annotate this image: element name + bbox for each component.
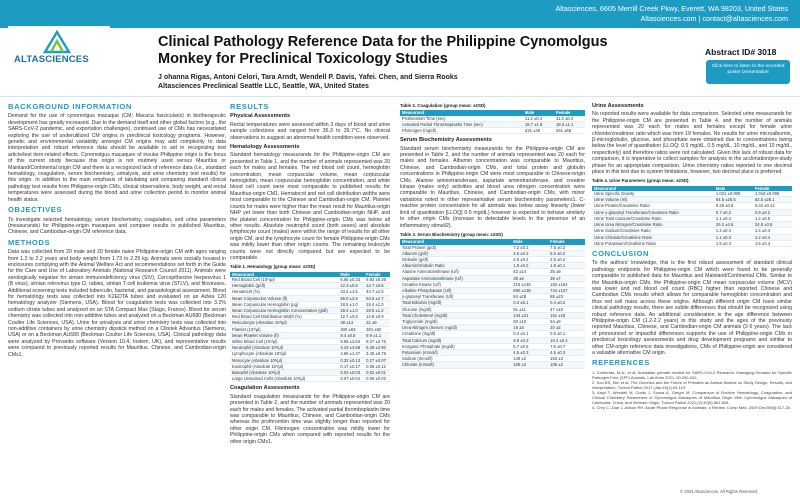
female-value-cell: 47 ±10 (548, 306, 585, 312)
female-value-cell: 19.3 ±1.1 (554, 121, 585, 127)
methods-text: Data was collected from 20 male and 20 female naive Philippine-origin CM with ages ranging from 1.2 to 2.2 years and body weight from 1.73 to 2.25 kg. Animals were socially housed in enclosures complying with the Animal Welfare Act and recommendations set forth in the Guide for the Care and Use of Laboratory Animals (National Research Council 2011). Animals were serologically negative for simian immunodeficiency virus (SIV), Cercopithecine herpesvirus 1 (B virus), simian retrovirus type D, rabies, simian T-cell leukemia virus (STLV), and filoviruses. Additional screening tests included tuberculin, bacterial, and parasitological assessment. Blood for hematology tests was collected into K2EDTA tubes and evaluated on an Advia 120 hematology analyzer (Siemens, USA). Blood for coagulation tests was collected into 3.2% sodium citrate tubes and analyzed on an STA Compact Max (Stago, France). Blood for serum chemistry was collected into non-additive tubes and analyzed on a Beckman AU680 (Beckman Coulter Life Sciences, USA). Urine for urinalysis and urine chemistry tests was collected into non-additive containers by urine chemistry dipstick method on a Clinitek Advantus (Siemens, USA) or on a Beckman AU680 (Beckman Coulter Life Sciences, USA). Clinical pathology data were analyzed by Provantis software (Version 10.4, Instem, UK), and representative results were compared to previously reported results for Mauritius, Chinese, and Cambodian-origin CMs1. (8, 249, 226, 358)
measurand-cell: Hematocrit (%) (230, 289, 338, 295)
male-value-cell: 1.8 ±0.2 (511, 263, 548, 269)
measurand-cell: Total Calcium (mg/dl) (400, 337, 511, 343)
measurand-cell: Urea Nitrogen (Serum; mg/dl) (400, 325, 511, 331)
col-header: Male (714, 186, 753, 191)
measurand-cell: Reticulocyte (Absolute 10³/µl) (230, 320, 338, 326)
column-3 (400, 100, 585, 369)
male-value-cell: 18.5 ±1.0 (338, 301, 364, 307)
male-value-cell: 216 ±140 (511, 281, 548, 287)
female-value-cell: 231 ±56 (554, 128, 585, 134)
male-value-cell: 43.2 ±1.5 (338, 289, 364, 295)
measurand-cell: Urine Urea Nitrogen/Creatinine Ratio (592, 222, 714, 228)
table-3-caption: Table 3. Serum Biochemistry (group mean: ±2SD) (400, 231, 503, 237)
table-row (400, 128, 585, 134)
female-value-cell: 1.2 ±0.5 (753, 215, 792, 221)
measurand-cell: Total Bilirubin (mg/dl) (400, 300, 511, 306)
male-value-cell: 9.65 ±3.63 (338, 338, 364, 344)
table-4-caption: Table 4. Urine Parameters (group mean: ±2SD) (592, 178, 689, 184)
male-value-cell: 4.5 ±0.3 (511, 349, 548, 355)
measurand-cell: Urine Chloride/Creatinine Ratio (592, 234, 714, 240)
measurand-cell: γ-glutamyl Transferase (U/l) (400, 294, 511, 300)
header-bar (0, 0, 800, 28)
urine-table (592, 186, 792, 247)
female-value-cell: 62.5 ±26.1 (753, 197, 792, 203)
urine-subheading: Urine Assessments (592, 103, 644, 109)
reference-item: 2. Koo BS, Kim et al. The Genetics and the Future of Primates as Animal Models on Study Design, Results, and Interpretation. Toxicol Pathol 2017 (Jan;45(1):94-119. (592, 379, 792, 390)
male-value-cell: 4.6 ±0.2 (511, 250, 548, 256)
objectives-text: To investigate selected hematology, serum biochemistry, coagulation, and urine parameters (measurands) for Philippine-origin macaques and compare results to published Mauritius, Chinese, and Cambodian-origin CM reference data. (8, 216, 226, 236)
female-value-cell: 12.8 ±0.9 (364, 314, 390, 320)
column-4 (592, 100, 792, 410)
measurand-cell: Prothrombin Time (sec) (400, 116, 523, 122)
measurand-cell: Mean Platelet Volume (fl) (230, 332, 338, 338)
female-value-cell: 1.9 ±0.1 (548, 263, 585, 269)
female-value-cell: 0.27 ±0.07 (364, 357, 390, 363)
female-value-cell: 744 ±137 (548, 287, 585, 293)
coagulation-subheading: Coagulation Assessments (230, 385, 300, 392)
male-value-cell: 38 ±14 (338, 320, 364, 326)
reference-item: 4. Crey C, Zaar J, Allison RH. Acute Phase Response in Animals: a Review. Comp Med. 2009 Dec;59(6):517-26. (592, 404, 791, 410)
male-value-cell: 65.0 ±2.9 (338, 295, 364, 301)
measurand-cell: Eosinophil (Absolute 10³/µl) (230, 363, 338, 369)
contact-line: Altasciences.com | contact@altasciences.com (640, 14, 788, 23)
measurand-cell: Red Blood Cell Distribution Width (%) (230, 314, 338, 320)
female-value-cell: 182 ±154 (548, 281, 585, 287)
male-value-cell: 1.021 ±0.006 (714, 191, 753, 197)
serum-text: Standard serum biochemistry measurands for the Philippine-origin CM are presented in Table 2, and the number of animals represented was 20 each for males and females. Albumin concentration was comparable to Mauritius, Chinese, and Cambodian-origin CMs, and total protein and globulin concentrations in Philippine-origin CM were most comparable to Chinese-origin CMs. Alanine aminotransferase, aspartate aminotransferase, and creatine kinase (males only) activities and blood urea nitrogen concentration were comparable to Mauritius, Chinese, and Cambodian-origin CMs, with minor variations noted in other representative serum biochemistry parameters1. C-reactive protein concentration for all animals was below assay linearity (lower limit of quantitation [LLOQ] 0.5 mg/dL) however is expected to behave similarly to other origin CMs (increase to detectable levels in the presence of an inflammatory stimuli2). (400, 145, 585, 229)
measurand-cell: Alanine Aminotransferase (U/l) (400, 269, 511, 275)
measurand-cell: Neutrophil (Absolute 10³/µl) (230, 345, 338, 351)
female-value-cell: 108 ±2 (548, 362, 585, 368)
coagulation-table (400, 110, 585, 134)
col-header: Measurand (400, 239, 511, 244)
table-body (400, 116, 585, 134)
male-value-cell: 0.28 ±0.8 (714, 203, 753, 209)
measurand-cell: Creatinine (mg/dl) (400, 331, 511, 337)
copyright: © 2024 Altasciences. All Rights Reserved. (680, 489, 759, 494)
measurand-cell: Hemoglobin (g/dl) (230, 283, 338, 289)
female-value-cell: 64.5 ±2.7 (364, 295, 390, 301)
measurand-cell: Platelet (10³/µl) (230, 326, 338, 332)
col-header: Female (753, 186, 792, 191)
measurand-cell: Urine Volume (ml) (592, 197, 714, 203)
female-value-cell: 1.018 ±0.008 (753, 191, 792, 197)
results-heading: RESULTS (230, 102, 270, 111)
male-value-cell: 12.7 ±0.3 (338, 314, 364, 320)
male-value-cell: 26.2 ±4.6 (714, 222, 753, 228)
measurand-cell: Globulin (g/dl) (400, 256, 511, 262)
measurand-cell: Urine Sodium/Creatinine Ratio (592, 228, 714, 234)
measurand-cell: Aspartate Aminotransferase (U/l) (400, 275, 511, 281)
male-value-cell: 50 ±10 (511, 318, 548, 324)
serum-table (400, 239, 585, 368)
male-value-cell: 1.1 ±0.3 (714, 234, 753, 240)
measurand-cell: Urine γ-glutamyl Transferase/Creatinine Ratio (592, 209, 714, 215)
table-body (400, 245, 585, 369)
methods-heading: METHODS (8, 237, 51, 247)
male-value-cell: 2.6 ±0.2 (511, 256, 548, 262)
male-value-cell: 11.2 ±0.4 (523, 116, 554, 122)
col-header: Female (548, 239, 585, 244)
measurand-cell: Lymphocyte (Absolute 10³/µl) (230, 351, 338, 357)
measurand-cell: Mean Corpuscular Hemoglobin Concentration (g/dl) (230, 307, 338, 313)
male-value-cell: 6.7 ±0.5 (511, 343, 548, 349)
objectives-heading: OBJECTIVES (8, 205, 63, 215)
reference-item: 3. Amyl T, Wendell M, Cuafu J, Sousa A, Gregor M. Comparison of Routine Hematology, Coagulation, and Clinical Chemistry Parameters of Cynomolgus Macaques of Mauritius Origin With Cynomolgus Macaques of Cambodia, China, and Vietnam Origin. Toxicol Pathol 2021;(2):49(5):561-606. (592, 389, 792, 405)
male-value-cell: 39 ±8 (511, 275, 548, 281)
female-value-cell: 0.9 ±0.2 (753, 209, 792, 215)
col-header: Male (523, 110, 554, 115)
author-block (158, 73, 458, 91)
female-value-cell: 9.9 ±1.1 (364, 332, 390, 338)
measurand-cell: Urine Potassium/Creatinine Ratio (592, 240, 714, 246)
table-body (592, 191, 792, 246)
female-value-cell: 4.5 ±0.3 (548, 349, 585, 355)
male-value-cell: 0.7 ±0.2 (714, 209, 753, 215)
measurand-cell: Albumin/Globulin Ratio (400, 263, 511, 269)
female-value-cell: 3.45 ±0.79 (364, 351, 390, 357)
col-header: Male (338, 272, 364, 277)
female-value-cell: 0.5 ±0.1 (548, 331, 585, 337)
measurand-cell: Monocyte (Absolute 10³/µl) (230, 357, 338, 363)
female-value-cell: 2.6 ±0.2 (548, 256, 585, 262)
male-value-cell: 4.43 ±3.58 (338, 345, 364, 351)
female-value-cell: 88 ±23 (548, 294, 585, 300)
female-value-cell: 10.4 ±0.4 (548, 337, 585, 343)
male-value-cell: 0.3 ±0.1 (511, 300, 548, 306)
col-header: Female (554, 110, 585, 115)
female-value-cell: 12.7 ±0.5 (364, 283, 390, 289)
female-value-cell: 1.4 ±0.4 (753, 228, 792, 234)
female-value-cell: 28.5 ±1.2 (364, 307, 390, 313)
female-value-cell: 11.2 ±0.4 (554, 116, 585, 122)
female-value-cell: 18.4 ±1.0 (364, 301, 390, 307)
female-value-cell: 0.4 ±0.2 (548, 300, 585, 306)
female-value-cell: 20 ±2 (548, 325, 585, 331)
measurand-cell: Fibrinogen (mg/dl) (400, 128, 523, 134)
measurand-cell: Inorganic Phosphate (mg/dl) (400, 343, 511, 349)
col-header: Male (511, 239, 548, 244)
male-value-cell: 28.4 ±1.0 (338, 307, 364, 313)
hematology-subheading: Hematology Assessments (230, 144, 300, 151)
male-value-cell: 9.9 ±0.3 (511, 337, 548, 343)
female-value-cell: 151 ±18 (548, 312, 585, 318)
female-value-cell: 0.02 ±0.01 (364, 370, 390, 376)
female-value-cell: 54 ±8 (548, 318, 585, 324)
male-value-cell: 7.2 ±0.3 (511, 245, 548, 251)
female-value-cell: 0.34 ±0.12 (753, 203, 792, 209)
conclusion-text: To the authors' knowledge, this is the first robust assessment of standard clinical pathology endpoints for Philippine-origin CM which were found to be generally comparable to published data for Mauritius and Mainland/Continental CMs. Similar to the Mauritius-origin CMs, the Philippine-origin CM mean corpuscular volume (MCV) was lower and red blood cell count (RBC) higher than reported Chinese and Cambodian CMs results which allows for comparable hemoglobin concentration and thus red cell mass across these origins. Although different origin CM have similar clinical pathology results, there are subtle differences that should be recognized using robust reference data. An additional consideration is the age difference between Philippine-origin CM (1.2-2.2 years) in this study and the ages of the previously reported Mauritius, Chinese, and Cambodian-origin CM animals (2-5 years). The lack of pronounced or impactful differences supports the use of Philippine-origin CMs in preclinical toxicology assessments and drug development programs and similar to other CM-origin reference data investigations, CMs of Philippine-origin are considered a valuable alternative CM origin. (592, 260, 792, 356)
table-body (230, 277, 390, 382)
measurand-cell: Sodium (mmol/l) (400, 356, 511, 362)
female-value-cell: 7.6 ±0.2 (548, 245, 585, 251)
male-value-cell: 0.4 ±0.1 (511, 331, 548, 337)
male-value-cell: 149 ±2 (511, 356, 548, 362)
measurand-cell: Chloride (mmol/l) (400, 362, 511, 368)
male-value-cell: 231 ±29 (523, 128, 554, 134)
hematology-table (230, 272, 390, 383)
author-list: J ohanna Rigas, Antoni Celori, Tara Arndt, Wendell P. Davis, Yafei. Chen, and Sierra Rooks (158, 74, 458, 81)
col-header: Measurand (230, 272, 338, 277)
measurand-cell: Large Unstained Cells (Absolute 10³/µl) (230, 376, 338, 382)
measurand-cell: Albumin (g/dl) (400, 250, 511, 256)
references-heading: REFERENCES (592, 358, 650, 368)
measurand-cell: Mean Corpuscular Volume (fl) (230, 295, 338, 301)
female-value-cell: 35 ±9 (548, 269, 585, 275)
female-value-cell: 5.0 ±0.2 (548, 250, 585, 256)
column-1 (8, 100, 226, 361)
measurand-cell: Red Blood Cell (10⁶/µl) (230, 277, 338, 283)
column-2 (230, 100, 390, 448)
female-value-cell: 9.27 ±2.76 (364, 338, 390, 344)
male-value-cell: 0.07 ±0.04 (338, 376, 364, 382)
measurand-cell: Alkaline Phosphatase (U/l) (400, 287, 511, 293)
male-value-cell: 51 ±11 (511, 306, 548, 312)
measurand-cell: Glucose (mg/dl) (400, 306, 511, 312)
male-value-cell: 1.4 ±0.4 (714, 228, 753, 234)
measurand-cell: Urine Protein/Creatinine Ratio (592, 203, 714, 209)
table-2-caption: Table 2. Coagulation (group mean: ±2SD) (400, 103, 486, 108)
measurand-cell: Total Cholesterol (mg/dl) (400, 312, 511, 318)
table-row (400, 362, 585, 368)
male-value-cell: 12.3 ±0.6 (338, 283, 364, 289)
reference-item: 1. Contreras, M.A., et al. Australian primate models for SARS-CoV-2 Research: Managing Demand for Specific Pathogen Free (SPF) Animals. Lab Anim 2021, 50:290-292. (592, 369, 792, 380)
female-value-cell: 1.6 ±0.4 (753, 240, 792, 246)
conclusion-heading: CONCLUSION (592, 248, 650, 258)
measurand-cell: Potassium (mmol/l) (400, 349, 511, 355)
poster-title: Clinical Pathology Reference Data for the Philippine Cynomolgus Monkey for Preclinical Toxicology Studies (158, 34, 608, 67)
table-row (592, 240, 792, 246)
male-value-cell: 84 ±28 (511, 294, 548, 300)
male-value-cell: 0.03 ±0.03 (338, 370, 364, 376)
female-value-cell: 7.5 ±0.7 (548, 343, 585, 349)
measurand-cell: Creatine Kinase (U/l) (400, 281, 511, 287)
hematology-text: Standard hematology measurands for the Philippine-origin CM are presented in Table 1, and the number of animals represented was 20 each for males and females. The red blood cell count, hemoglobin concentration, mean corpuscular volume, mean corpuscular hemoglobin, mean corpuscular hemoglobin concentration, and white blood cell count were most comparable to published results for Mauritius-origin CM1. Hematocrit and red cell distribution widths were most comparable to the Chinese and Cambodian-origin CM. Platelet counts for males were higher than the mean result for Mauritius-origin NHP yet lower than both Chinese and Cambodian-origin NHP, and the platelet concentration for Philippine-origin CMs was below all other results. Absolute neutrophil count (both sexes) and absolute lymphocyte count (males) were within the range of results for all other origin CM, and the lymphocyte count for female Philippine-origin CMs was mildly lower than other origin counts. The remaining leukocyte counts were not directly compared but are expected to be comparable. (230, 152, 390, 261)
male-value-cell: 54.5 ±26.5 (714, 197, 753, 203)
female-value-cell: 1.2 ±0.4 (753, 234, 792, 240)
measurand-cell: Urine Total Calcium/Creatinine Ratio (592, 215, 714, 221)
background-text: Demand for the use of cynomolgus macaque (CM; Macaca fascicularis) in biotherapeutic development has greatly increased. Due to the demand itself and other global factors (e.g., the SARS-CoV-2 pandemic, and exportation challenges), continued use of CMs has necessitated exploring the use of underutilized CM origins in preclinical toxicology programs. However, genetic and environmental variability amongst CM origins may add complexity to data interpretation and robust reference data should be available to aid in recognizing test article/test item-related effects. Cynomolgus macaques of insular Philippine origin is the focus of this current study because this origin is not routinely used versus Mauritius or Mainland/Continental origin CM and there is a recognized lack of reference data (i.e., standard hematology, coagulation, serum biochemistry, urinalysis, and urine chemistry test results) for this origin. In addition to the main emphasis of tabulating and comparing standard clinical pathology test results from Philippine-origin CMs, clinical observations, body weight, and rectal temperatures were assessed during the blood and urine collection period to monitor animal health status. (8, 113, 226, 203)
female-value-cell: 0.08 ±0.12 (364, 363, 390, 369)
female-value-cell: 381 ±82 (364, 326, 390, 332)
male-value-cell: 19 ±3 (511, 325, 548, 331)
contact-block (556, 4, 789, 24)
table-1-caption: Table 1. Hematology (group mean: ±2SD) (230, 264, 316, 270)
table-row (230, 376, 390, 382)
physical-text: Rectal temperatures were assessed within 3 days of blood and urine sample collections and ranged from 36.3 to 39.7°C. No clinical observations to suggest an abnormal health condition were observed. (230, 121, 390, 141)
table-row (230, 307, 390, 313)
female-value-cell: 153 ±3 (548, 356, 585, 362)
logo-text: ALTASCIENCES (14, 54, 89, 65)
measurand-cell: Mean Corpuscular Hemoglobin (pg) (230, 301, 338, 307)
female-value-cell: 6.93 ±0.36 (364, 277, 390, 283)
male-value-cell: 4.65 ±1.47 (338, 351, 364, 357)
altasciences-logo (8, 26, 110, 74)
male-value-cell: 0.17 ±0.17 (338, 363, 364, 369)
female-value-cell: 44.7 ±2.5 (364, 289, 390, 295)
male-value-cell: 9.4 ±0.8 (338, 332, 364, 338)
female-value-cell: 31 ±9 (364, 320, 390, 326)
male-value-cell: 690 ±138 (511, 287, 548, 293)
urine-text: No reported results were available for data comparison. Selected urine measurands for the Philippine-origin CM are presented in Table 4, and the number of animals represented was 20 each for males and females except for female urine chloride/creatinine ratio which was from 19 females. No results for urine microalbumin, β-microglobulin, glucose, and phosphate were obtained due to concentrations being below the level of quantitation (LLOQ: 0.5 mg/dL, 0.5 mg/dL, 10 mg/dL, and 10 mg/dL, respectively) and therefore ratios were not calculated. Given this lack of robust data for comparison, it is imperative to collect samples for analysis in the acclimation/pre-study phase for an appropriate comparison. Urine chemistry ratios reported to one decimal place in this text due to system limitations, however, two decimal place is preferred. (592, 111, 792, 176)
male-value-cell: 6.66 ±0.33 (338, 277, 364, 283)
serum-subheading: Serum Biochemistry Assessments (400, 137, 492, 144)
background-heading: BACKGROUND INFORMATION (8, 102, 133, 111)
logo-mark-icon (42, 30, 72, 54)
listen-recording-button[interactable]: Click here to listen to the recorded poster presentation (706, 60, 790, 84)
col-header: Measurand (400, 110, 523, 115)
measurand-cell: White Blood Cell (10³/µl) (230, 338, 338, 344)
female-value-cell: 5.39 ±2.90 (364, 345, 390, 351)
male-value-cell: 108 ±2 (511, 362, 548, 368)
col-header: Female (364, 272, 390, 277)
address-line: Altasciences, 6605 Merrill Creek Pkwy, Everett, WA 98203, United States (555, 4, 788, 13)
measurand-cell: Activated Partial Thromboplastin Time (sec) (400, 121, 523, 127)
abstract-id: Abstract ID# 3018 (705, 47, 777, 57)
female-value-cell: 0.06 ±0.02 (364, 376, 390, 382)
measurand-cell: Basophil (Absolute 10³/µl) (230, 370, 338, 376)
measurand-cell: Triglyceride (mg/dl) (400, 318, 511, 324)
male-value-cell: 1.5 ±0.4 (714, 240, 753, 246)
header-divider (0, 96, 800, 97)
male-value-cell: 400 ±93 (338, 326, 364, 332)
affiliation: Altasciences Preclinical Seattle LLC, Seattle, WA, United States (158, 83, 369, 90)
measurand-cell: Urine Specific Gravity (592, 191, 714, 197)
col-header: Measurand (592, 186, 714, 191)
male-value-cell: 18.7 ±1.9 (523, 121, 554, 127)
physical-subheading: Physical Assessments (230, 113, 291, 120)
male-value-cell: 144 ±21 (511, 312, 548, 318)
measurand-cell: Total Protein (g/dl) (400, 245, 511, 251)
female-value-cell: 39 ±7 (548, 275, 585, 281)
female-value-cell: 24.8 ±3.6 (753, 222, 792, 228)
male-value-cell: 0.32 ±0.13 (338, 357, 364, 363)
coagulation-text: Standard coagulation measurands for the Philippine-origin CM are presented in Table 2, and the number of animals represented was 20 each for males and females. The activated partial thromboplastin time was comparable to Mauritius, Chinese, and Cambodian-origin CMs whereas the prothrombin time was slightly longer than reported for other origin CM. Fibrinogen concentration was mildly lower for Philippine-origin CMs when compared with reported results for the other origin CMs1. (230, 393, 390, 445)
male-value-cell: 42 ±14 (511, 269, 548, 275)
references-list (592, 370, 792, 410)
male-value-cell: 1.1 ±0.4 (714, 215, 753, 221)
